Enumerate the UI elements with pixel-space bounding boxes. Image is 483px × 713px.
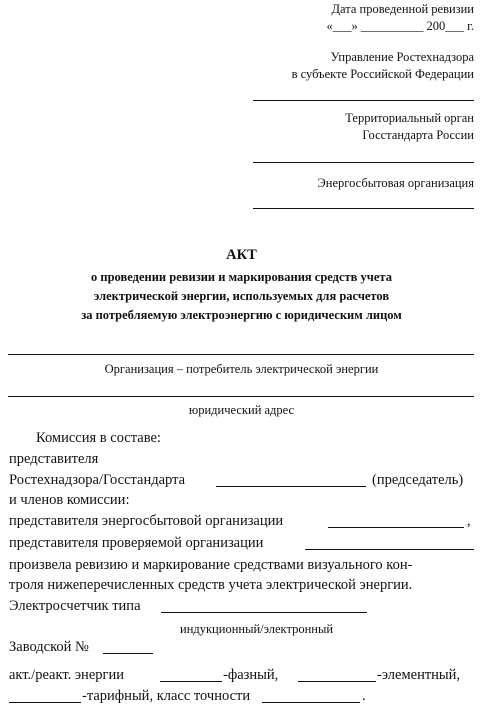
final-dot: . [362, 688, 366, 704]
gosstandart-line2: Госстандарта России [362, 128, 474, 142]
consumer-label: Организация – потребитель электрической энергии [104, 362, 379, 376]
serial-blank-line[interactable] [103, 653, 153, 654]
gosstandart-blank-line[interactable] [253, 162, 474, 163]
subtitle-line1: о проведении ревизии и маркирования средств учета [91, 270, 392, 284]
rep-energosbyt-label: представителя энергосбытовой организации [9, 513, 284, 529]
revision-date-label: Дата проведенной ревизии [331, 2, 474, 16]
meter-type-blank-line[interactable] [161, 612, 367, 613]
paragraph-line1: произвела ревизию и маркирование средствами визуального кон- [9, 557, 413, 573]
element-blank-line[interactable] [298, 681, 376, 682]
rostech-line2: в субъекте Российской Федерации [291, 67, 474, 81]
meter-kind-label: индукционный/электронный [180, 622, 334, 636]
energosbyt-label: Энергосбытовая организация [317, 176, 474, 190]
members-label: и членов комиссии: [9, 492, 130, 508]
comma-1: , [467, 513, 471, 529]
tariff-blank-line[interactable] [9, 702, 81, 703]
checked-rep-blank-line[interactable] [305, 549, 474, 550]
paragraph-line2: троля нижеперечисленных средств учета электрической энергии. [9, 577, 413, 593]
commission-label: Комиссия в составе: [36, 430, 161, 446]
phase-blank-line[interactable] [160, 681, 222, 682]
energosbyt-rep-blank-line[interactable] [328, 527, 464, 528]
serial-label: Заводской № [9, 639, 89, 655]
tariff-label: -тарифный, класс точности [82, 688, 251, 704]
rep-checked-label: представителя проверяемой организации [9, 535, 264, 551]
document-title: АКТ [226, 247, 257, 263]
rostech-blank-line[interactable] [253, 100, 474, 101]
accuracy-blank-line[interactable] [262, 702, 360, 703]
chairman-label: (председатель) [372, 472, 464, 488]
phase-label: -фазный, [223, 667, 279, 683]
org-address-blank-line[interactable] [8, 396, 474, 397]
meter-type-label: Электросчетчик типа [9, 598, 141, 614]
chairman-blank-line[interactable] [216, 486, 366, 487]
subtitle-line2: электрической энергии, используемых для расчетов [93, 289, 390, 303]
rostech-gos-label: Ростехнадзора/Госстандарта [9, 472, 186, 488]
address-label: юридический адрес [188, 403, 295, 417]
energy-label: акт./реакт. энергии [9, 667, 124, 683]
rostech-line1: Управление Ростехнадзора [330, 50, 474, 64]
revision-date-field[interactable]: «___» __________ 200___ г. [326, 19, 474, 33]
element-label: -элементный, [377, 667, 461, 683]
subtitle-line3: за потребляемую электроэнергию с юридическим лицом [81, 308, 402, 322]
org-name-blank-line[interactable] [8, 354, 474, 355]
gosstandart-line1: Территориальный орган [345, 111, 474, 125]
energosbyt-blank-line[interactable] [253, 208, 474, 209]
representative-label: представителя [9, 451, 99, 467]
